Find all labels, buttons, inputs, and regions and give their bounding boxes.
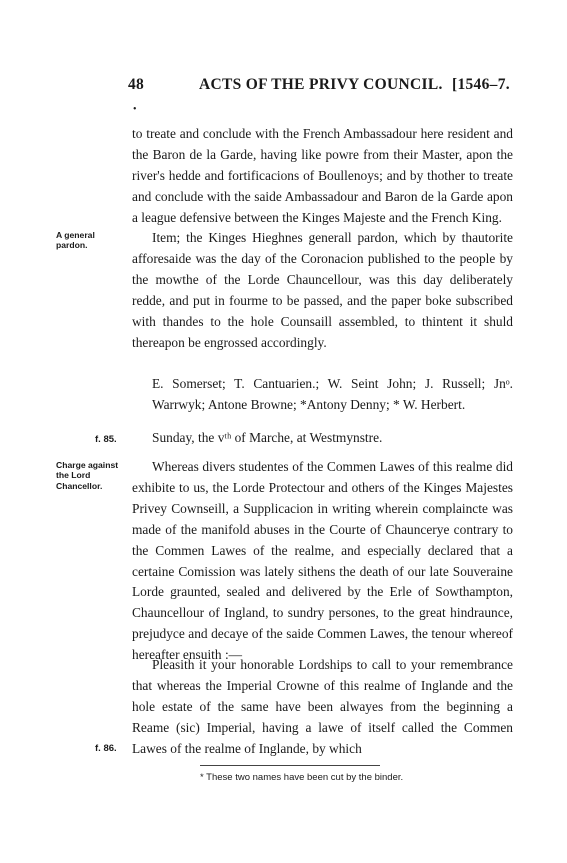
page-number: 48 [128, 76, 145, 93]
paragraph-supplication: Pleasith it your honorable Lordships to call to your remembrance that whereas the Imperial Crowne of this realme of Inglande and the hole estate of the same have been alwayes from the beginning a Reame (sic) Imperial, having a lawe of itself called the Commen Lawes of the realme of Inglande, by which [132, 657, 513, 756]
paragraph-ambassador: to treate and conclude with the French Ambassadour here resident and the Baron de la Garde, having like powre from their Master, apon the river's hedde and fortificacions of Boullenoys; and by thother to treate and conclude with the saide Ambassadour and Baron de la Garde apon a league defensive between the Kinges Majeste and the French King. [132, 126, 513, 225]
signatures: E. Somerset; T. Cantuarien.; W. Seint John; J. Russell; Jnᵒ. Warrwyk; Antone Browne; *Antony Denny; * W. Herbert. [152, 376, 513, 412]
margin-note-charge: Charge against the Lord Chancellor. [56, 460, 119, 491]
paragraph-general-pardon: Item; the Kinges Hieghnes generall pardon, which by thautorite afforesaide was the day of the Coronacion published to the people by the mowthe of the Lorde Chauncellour, was this day deliberately redde, and put in fourme to be passed, and the paper boke subscribed with thandes to the hole Counsaill assembled, to thintent it shuld thereapon be engrossed accordingly. [132, 230, 513, 350]
stray-mark: • [133, 104, 137, 115]
running-title: ACTS OF THE PRIVY COUNCIL. [199, 76, 443, 93]
paragraph-students-complaint: Whereas divers studentes of the Commen Lawes of this realme did exhibite to us, the Lorde Protectour and others of the Kinges Majestes Privey Cownseill, a Supplicacion in writing wherein complaincte was made of the manifold abuses in the Courte of Chauncerye contrary to the Commen Lawes of the realme, and especially declared that a certaine Comission was lately sithens the death of our late Souveraine Lorde graunted, sealed and delivered by the Erle of Sowthampton, Chauncellour of Ingland, to sundry persones, to the great hindraunce, prejudyce and decaye of the saide Commen Lawes, the tenour whereof hereafter ensuith :— [132, 459, 513, 663]
header-year: [1546–7. [452, 76, 510, 93]
folio-85: f. 85. [95, 434, 117, 445]
page-header [0, 76, 567, 98]
folio-86: f. 86. [95, 743, 117, 754]
footnote-rule [200, 765, 380, 766]
margin-note-general-pardon: A general pardon. [56, 230, 95, 251]
meeting-heading: Sunday, the vᵗʰ of Marche, at Westmynstre. [152, 430, 383, 445]
footnote: * These two names have been cut by the binder. [200, 772, 404, 783]
